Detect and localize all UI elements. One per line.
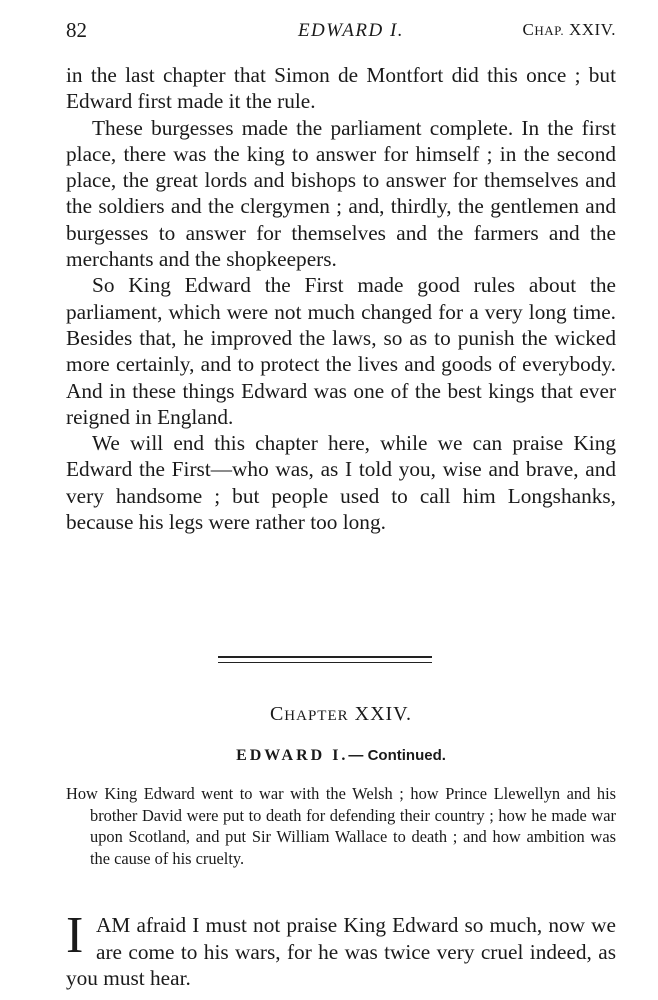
running-title: EDWARD I. xyxy=(297,20,405,41)
body-text xyxy=(66,62,616,535)
running-header xyxy=(66,18,616,44)
chapter-reference-smallcaps: HAP. xyxy=(534,23,565,38)
chapter-reference xyxy=(523,20,616,40)
chapter-subtitle xyxy=(66,747,616,765)
chapter-synopsis: How King Edward went to war with the Welsh ; how Prince Llewellyn and his brother David were put to death for defending their country ; how he made war upon Scotland, and put Sir William Wallace to death ; and how ambition was the cause of his cruelty. xyxy=(66,784,616,868)
opening-text: AM afraid I must not praise King Edward so much, now we are come to his wars, for he was twice very cruel indeed, as you must hear. xyxy=(66,913,616,990)
chapter-reference-number: XXIV. xyxy=(568,20,616,39)
chapter-subtitle-continued: — Continued. xyxy=(348,747,446,764)
chapter-heading-cap: C xyxy=(269,703,285,725)
paragraph: So King Edward the First made good rules about the parliament, which were not much changed for a very long time. Besides that, he improved the laws, so as to punish the wicked more certainly, and to protect the lives and goods of everybody. And in these things Edward was one of the best kings that ever reigned in England. xyxy=(66,273,616,429)
chapter-heading-smallcaps: HAPTER xyxy=(284,708,349,724)
section-divider xyxy=(218,656,432,663)
chapter-heading xyxy=(66,703,616,726)
chapter-heading-number: XXIV. xyxy=(354,703,413,725)
opening-paragraph xyxy=(66,907,616,992)
drop-cap: I xyxy=(66,907,84,964)
paragraph: We will end this chapter here, while we can praise King Edward the First—who was, as I told you, wise and brave, and very handsome ; but people used to call him Longshanks, because his legs were rather too long. xyxy=(66,431,616,535)
paragraph-continued: in the last chapter that Simon de Montfort did this once ; but Edward first made it the rule. xyxy=(66,63,616,114)
paragraph: These burgesses made the parliament complete. In the first place, there was the king to answer for himself ; in the second place, the great lords and bishops to answer for themselves and the soldiers and the clergymen ; and, thirdly, the gentlemen and burgesses to answer for themselves and the farmers and the merchants and the shopkeepers. xyxy=(66,115,616,272)
page-number: 82 xyxy=(66,18,87,42)
chapter-subtitle-name: EDWARD I. xyxy=(236,747,349,764)
chapter-reference-cap: C xyxy=(522,20,535,39)
